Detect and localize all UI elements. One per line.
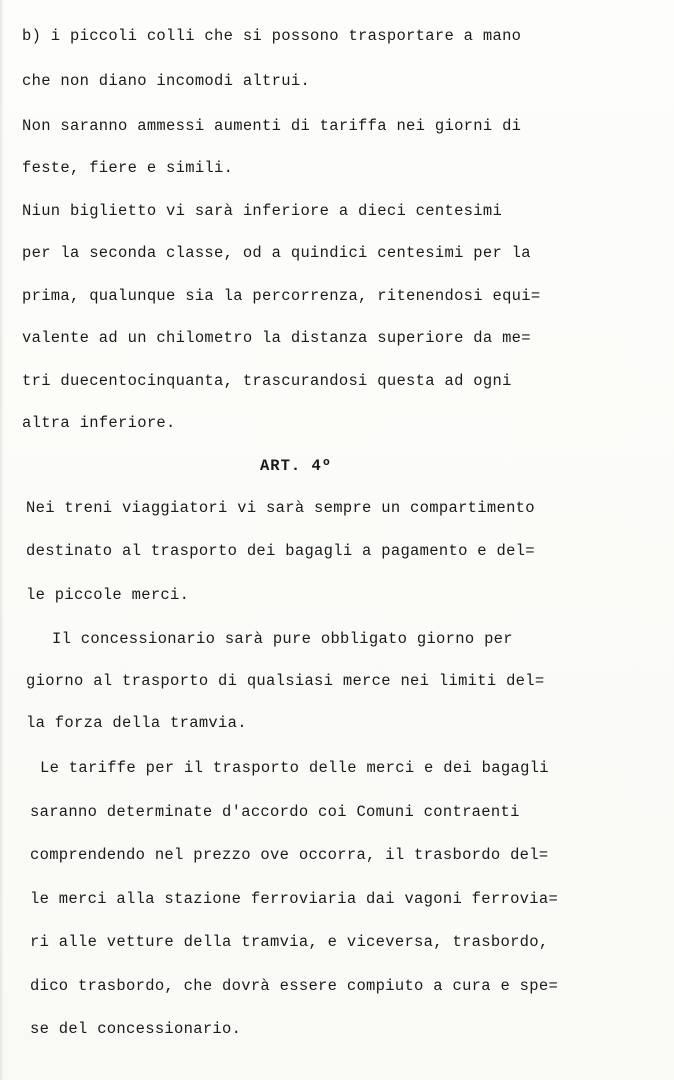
text-line-8: valente ad un chilometro la distanza superiore da me= [22, 329, 531, 347]
text-line-22: ri alle vetture della tramvia, e viceversa, trasbordo, [30, 933, 549, 951]
text-line-9: tri duecentocinquanta, trascurandosi questa ad ogni [22, 372, 512, 390]
text-line-23: dico trasbordo, che dovrà essere compiuto a cura e spe= [30, 977, 559, 995]
text-line-14: le piccole merci. [26, 586, 190, 604]
text-line-4: feste, fiere e simili. [22, 159, 234, 177]
text-line-17: la forza della tramvia. [26, 714, 247, 732]
text-line-12: Nei treni viaggiatori vi sarà sempre un compartimento [26, 499, 535, 517]
text-line-24: se del concessionario. [30, 1020, 242, 1038]
text-line-2: che non diano incomodi altrui. [22, 72, 311, 90]
text-line-7: prima, qualunque sia la percorrenza, ritenendosi equi= [22, 287, 541, 305]
text-line-13: destinato al trasporto dei bagagli a pagamento e del= [26, 542, 535, 560]
text-line-18: Le tariffe per il trasporto delle merci e dei bagagli [40, 759, 549, 777]
text-line-19: saranno determinate d'accordo coi Comuni contraenti [30, 803, 520, 821]
text-line-3: Non saranno ammessi aumenti di tariffa nei giorni di [22, 117, 522, 135]
text-line-6: per la seconda classe, od a quindici centesimi per la [22, 244, 531, 262]
text-line-1: b) i piccoli colli che si possono trasportare a mano [22, 27, 522, 45]
text-line-5: Niun biglietto vi sarà inferiore a dieci centesimi [22, 202, 503, 220]
text-line-20: comprendendo nel prezzo ove occorra, il trasbordo del= [30, 846, 549, 864]
text-line-16: giorno al trasporto di qualsiasi merce nei limiti del= [26, 672, 545, 690]
text-line-15: Il concessionario sarà pure obbligato giorno per [52, 630, 513, 648]
text-line-21: le merci alla stazione ferroviaria dai vagoni ferrovia= [30, 890, 559, 908]
text-line-10: altra inferiore. [22, 414, 176, 432]
article-heading: ART. 4º [260, 457, 333, 475]
